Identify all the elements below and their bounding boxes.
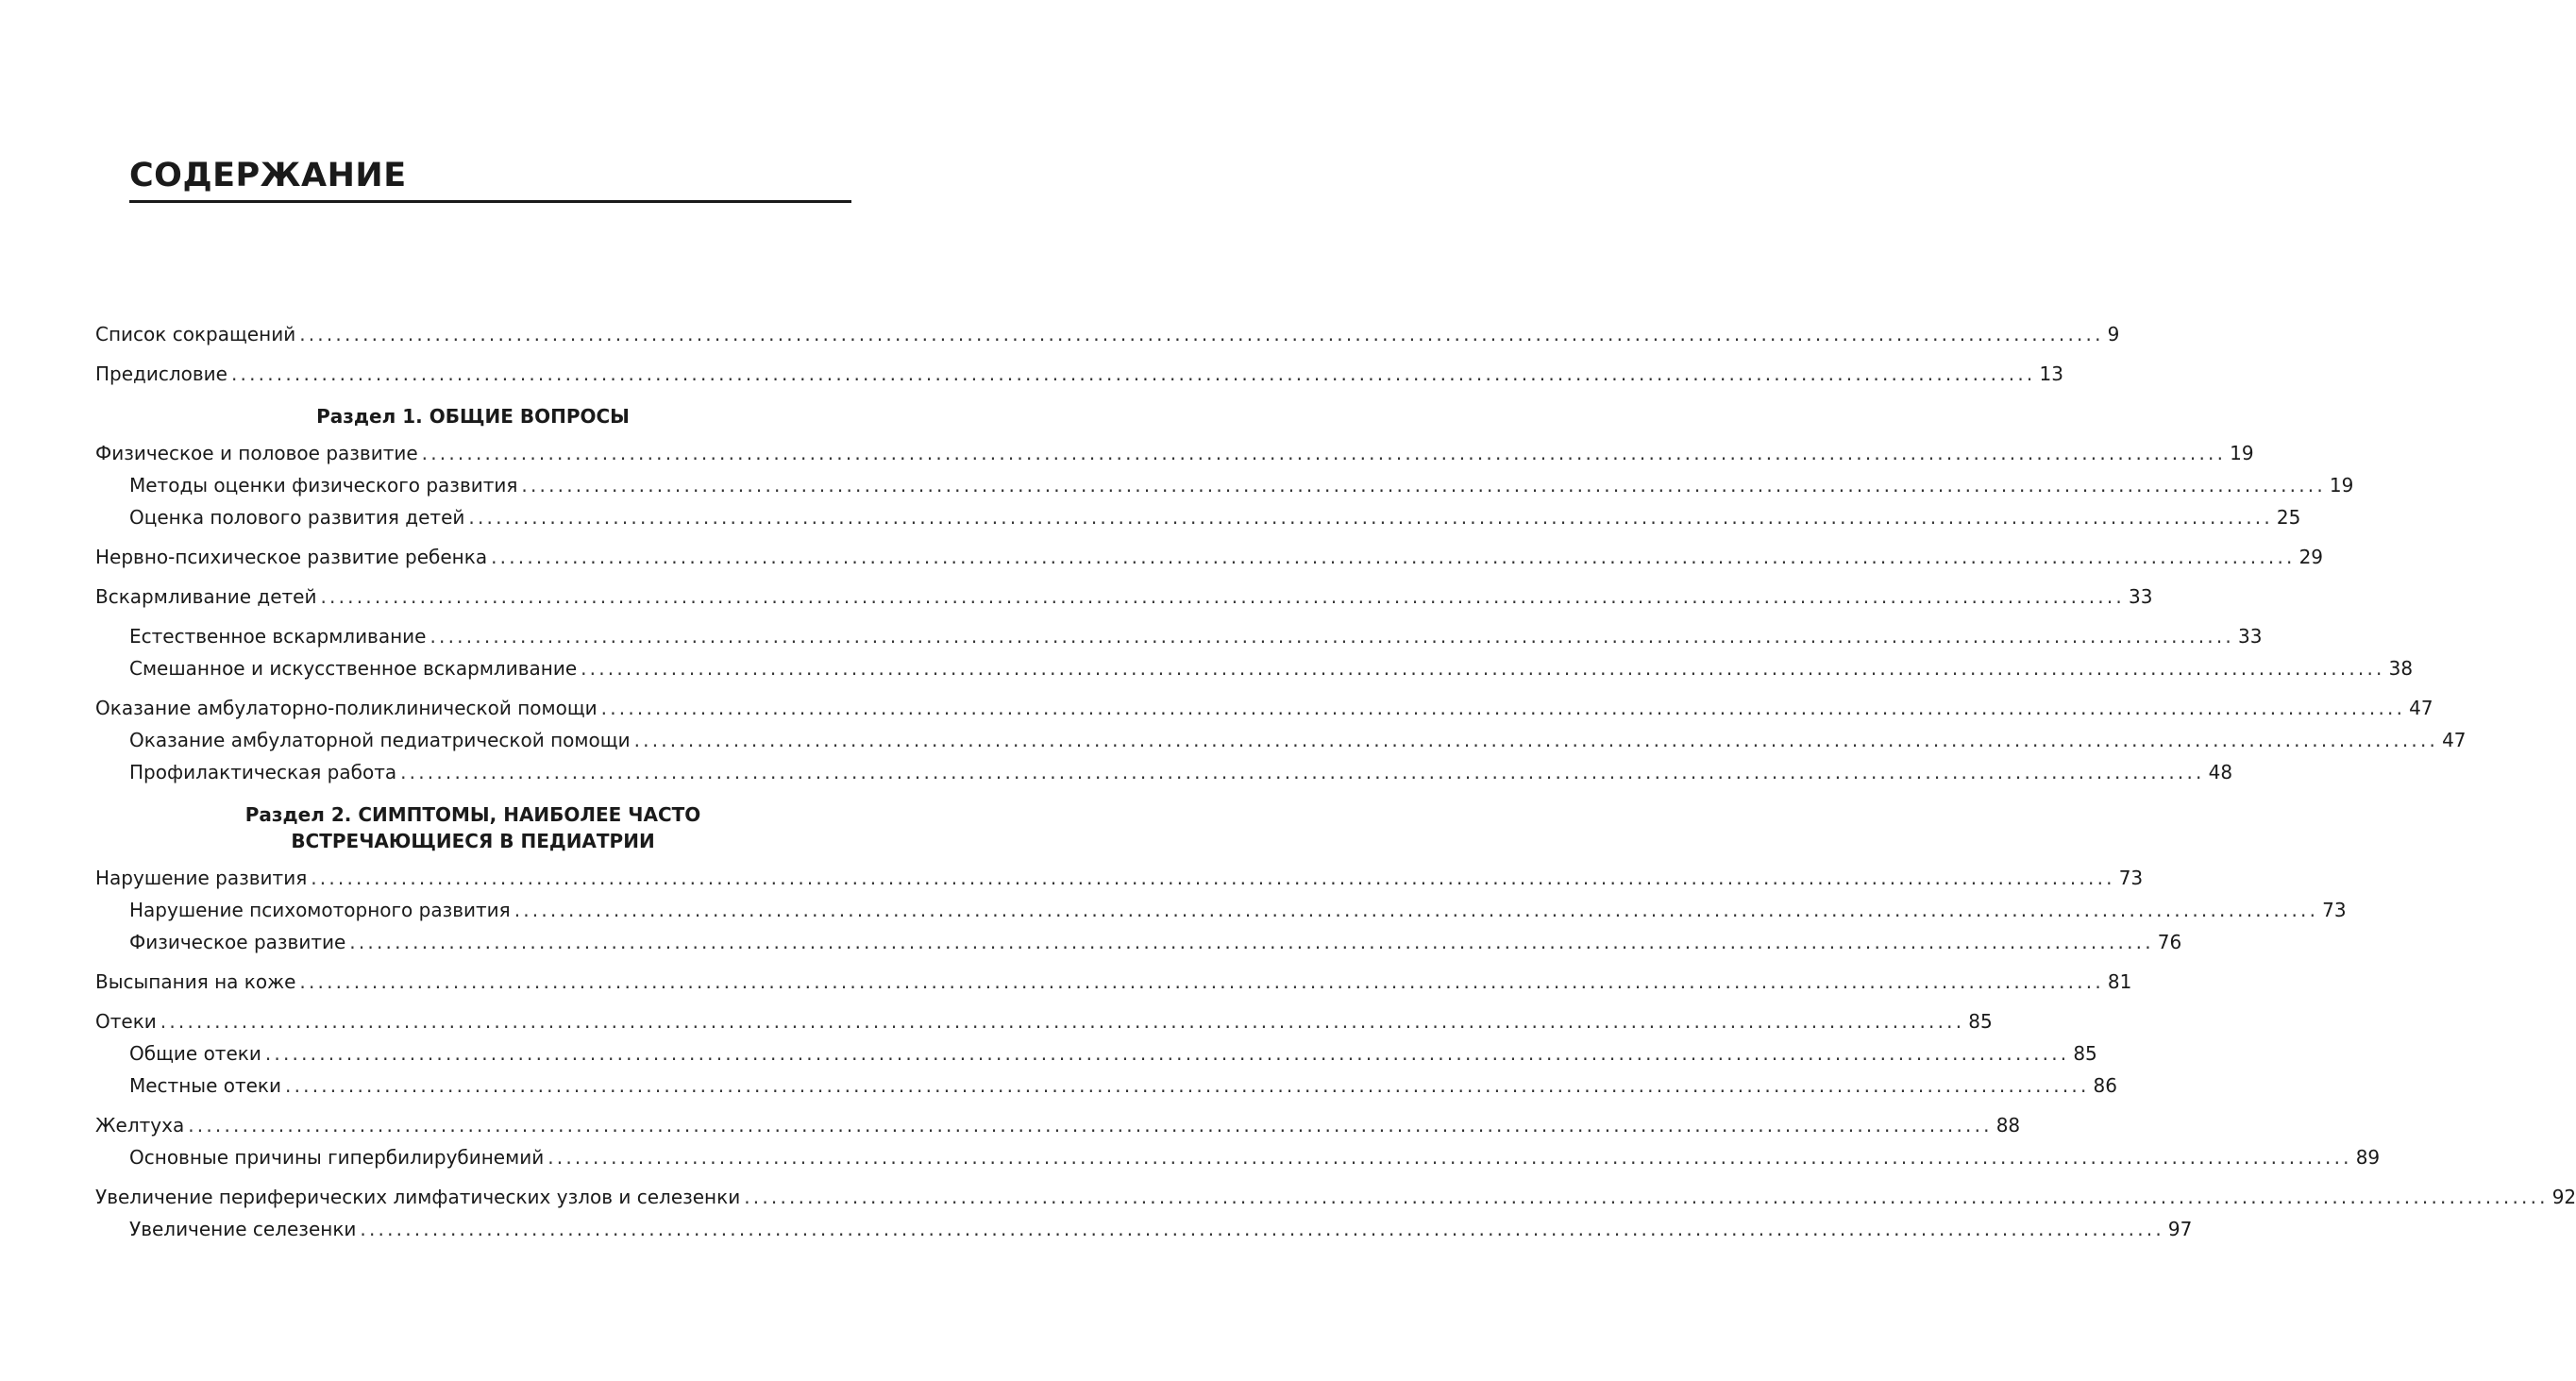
entry-page-number: 76	[2157, 931, 2182, 953]
toc-entry[interactable]	[95, 1005, 1993, 1037]
toc-entry[interactable]	[95, 1109, 2021, 1141]
dot-leader: ........................................................................................................................................................................................................	[600, 697, 2406, 719]
toc-group	[95, 1005, 2117, 1102]
dot-leader: ........................................................................................................................................................................................................	[421, 442, 2227, 464]
section-heading-line: ВСТРЕЧАЮЩИЕСЯ В ПЕДИАТРИИ	[291, 830, 655, 852]
dot-leader: ........................................................................................................................................................................................................	[521, 474, 2326, 497]
entry-page-number: 73	[2322, 899, 2347, 921]
entry-page-number: 97	[2167, 1218, 2193, 1240]
page-title: СОДЕРЖАНИЕ	[129, 157, 407, 194]
dot-leader: ........................................................................................................................................................................................................	[400, 761, 2205, 783]
dot-leader: ........................................................................................................................................................................................................	[299, 970, 2104, 993]
entry-title: Предисловие	[95, 362, 227, 385]
dot-leader: ........................................................................................................................................................................................................	[491, 546, 2296, 568]
entry-title: Увеличение периферических лимфатических узлов и селезенки	[95, 1186, 741, 1208]
toc-entry[interactable]	[95, 437, 2254, 469]
entry-page-number: 81	[2107, 970, 2132, 993]
entry-title: Методы оценки физического развития	[129, 474, 518, 497]
dot-leader: ........................................................................................................................................................................................................	[429, 625, 2234, 648]
entry-title: Высыпания на коже	[95, 970, 296, 993]
dot-leader: ........................................................................................................................................................................................................	[547, 1146, 2352, 1169]
entry-title: Естественное вскармливание	[129, 625, 427, 648]
dot-leader: ........................................................................................................................................................................................................	[581, 657, 2385, 680]
entry-title: Желтуха	[95, 1114, 185, 1137]
toc-subentry[interactable]	[95, 756, 2233, 788]
dot-leader: ........................................................................................................................................................................................................	[230, 362, 2036, 385]
entry-page-number: 9	[2107, 323, 2120, 345]
entry-page-number: 92	[2551, 1186, 2576, 1208]
toc-entry[interactable]	[95, 358, 2063, 390]
entry-page-number: 47	[2409, 697, 2433, 719]
toc-subentry[interactable]	[95, 501, 2301, 533]
toc-subentry[interactable]	[95, 1213, 2193, 1245]
section-heading-line: Раздел 1. ОБЩИЕ ВОПРОСЫ	[316, 405, 630, 428]
toc-entry[interactable]	[95, 1181, 2576, 1213]
entry-page-number: 19	[2329, 474, 2354, 497]
entry-title: Основные причины гипербилирубинемий	[129, 1146, 545, 1169]
entry-title: Вскармливание детей	[95, 585, 317, 608]
toc-subentry[interactable]	[95, 894, 2347, 926]
entry-title: Оказание амбулаторно-поликлинической помощи	[95, 697, 598, 719]
title-underline	[129, 200, 851, 203]
entry-page-number: 89	[2355, 1146, 2381, 1169]
toc-group	[95, 1109, 2381, 1173]
toc-entry[interactable]	[95, 862, 2144, 894]
toc-subentry[interactable]	[95, 1037, 2097, 1069]
entry-page-number: 88	[1995, 1114, 2021, 1137]
entry-page-number: 48	[2208, 761, 2233, 783]
toc-group	[95, 437, 2354, 533]
toc-subentry[interactable]	[95, 469, 2354, 501]
dot-leader: ........................................................................................................................................................................................................	[320, 585, 2125, 608]
toc-group	[95, 318, 2120, 350]
dot-leader: ........................................................................................................................................................................................................	[299, 323, 2104, 345]
section-heading-line: Раздел 2. СИМПТОМЫ, НАИБОЛЕЕ ЧАСТО	[244, 803, 701, 826]
toc-entry[interactable]	[95, 966, 2132, 998]
dot-leader: ........................................................................................................................................................................................................	[633, 729, 2439, 751]
entry-page-number: 86	[2093, 1074, 2117, 1097]
toc-subentry[interactable]	[95, 1141, 2381, 1173]
toc-group	[95, 862, 2347, 958]
dot-leader: ........................................................................................................................................................................................................	[285, 1074, 2090, 1097]
entry-title: Оказание амбулаторной педиатрической помощи	[129, 729, 631, 751]
toc-entry[interactable]	[95, 541, 2324, 573]
entry-title: Оценка полового развития детей	[129, 506, 465, 529]
toc-subentry[interactable]	[95, 1069, 2117, 1102]
section-heading	[95, 403, 850, 429]
entry-page-number: 13	[2039, 362, 2063, 385]
entry-title: Физическое и половое развитие	[95, 442, 418, 464]
dot-leader: ........................................................................................................................................................................................................	[264, 1042, 2070, 1065]
entry-page-number: 47	[2442, 729, 2467, 751]
toc-group	[95, 358, 2063, 390]
toc-subentry[interactable]	[95, 926, 2182, 958]
entry-page-number: 85	[1968, 1010, 1993, 1033]
dot-leader: ........................................................................................................................................................................................................	[744, 1186, 2549, 1208]
entry-title: Нарушение развития	[95, 867, 308, 889]
entry-title: Смешанное и искусственное вскармливание	[129, 657, 578, 680]
entry-title: Местные отеки	[129, 1074, 282, 1097]
entry-title: Нарушение психомоторного развития	[129, 899, 511, 921]
entry-page-number: 38	[2388, 657, 2414, 680]
entry-title: Отеки	[95, 1010, 157, 1033]
toc-group	[95, 1181, 2576, 1245]
dot-leader: ........................................................................................................................................................................................................	[160, 1010, 1965, 1033]
entry-title: Увеличение селезенки	[129, 1218, 357, 1240]
entry-title: Физическое развитие	[129, 931, 346, 953]
toc-subentry[interactable]	[95, 724, 2467, 756]
entry-title: Нервно-психическое развитие ребенка	[95, 546, 488, 568]
section-heading	[95, 801, 850, 854]
toc-entry[interactable]	[95, 318, 2120, 350]
entry-title: Список сокращений	[95, 323, 296, 345]
entry-title: Профилактическая работа	[129, 761, 397, 783]
toc-entry[interactable]	[95, 581, 2153, 613]
dot-leader: ........................................................................................................................................................................................................	[311, 867, 2115, 889]
toc-group	[95, 581, 2153, 613]
toc-subentry[interactable]	[95, 620, 2263, 652]
entry-page-number: 73	[2118, 867, 2144, 889]
table-of-contents	[95, 318, 2576, 1253]
toc-entry[interactable]	[95, 692, 2433, 724]
toc-group	[95, 620, 2414, 684]
dot-leader: ........................................................................................................................................................................................................	[514, 899, 2319, 921]
entry-page-number: 85	[2073, 1042, 2097, 1065]
entry-page-number: 25	[2276, 506, 2301, 529]
dot-leader: ........................................................................................................................................................................................................	[188, 1114, 1993, 1137]
toc-subentry[interactable]	[95, 652, 2414, 684]
dot-leader: ........................................................................................................................................................................................................	[360, 1218, 2164, 1240]
entry-page-number: 33	[2237, 625, 2263, 648]
toc-group	[95, 966, 2132, 998]
dot-leader: ........................................................................................................................................................................................................	[349, 931, 2154, 953]
entry-title: Общие отеки	[129, 1042, 261, 1065]
dot-leader: ........................................................................................................................................................................................................	[468, 506, 2273, 529]
toc-group	[95, 692, 2467, 788]
entry-page-number: 29	[2298, 546, 2324, 568]
entry-page-number: 33	[2128, 585, 2153, 608]
toc-group	[95, 541, 2324, 573]
entry-page-number: 19	[2230, 442, 2254, 464]
